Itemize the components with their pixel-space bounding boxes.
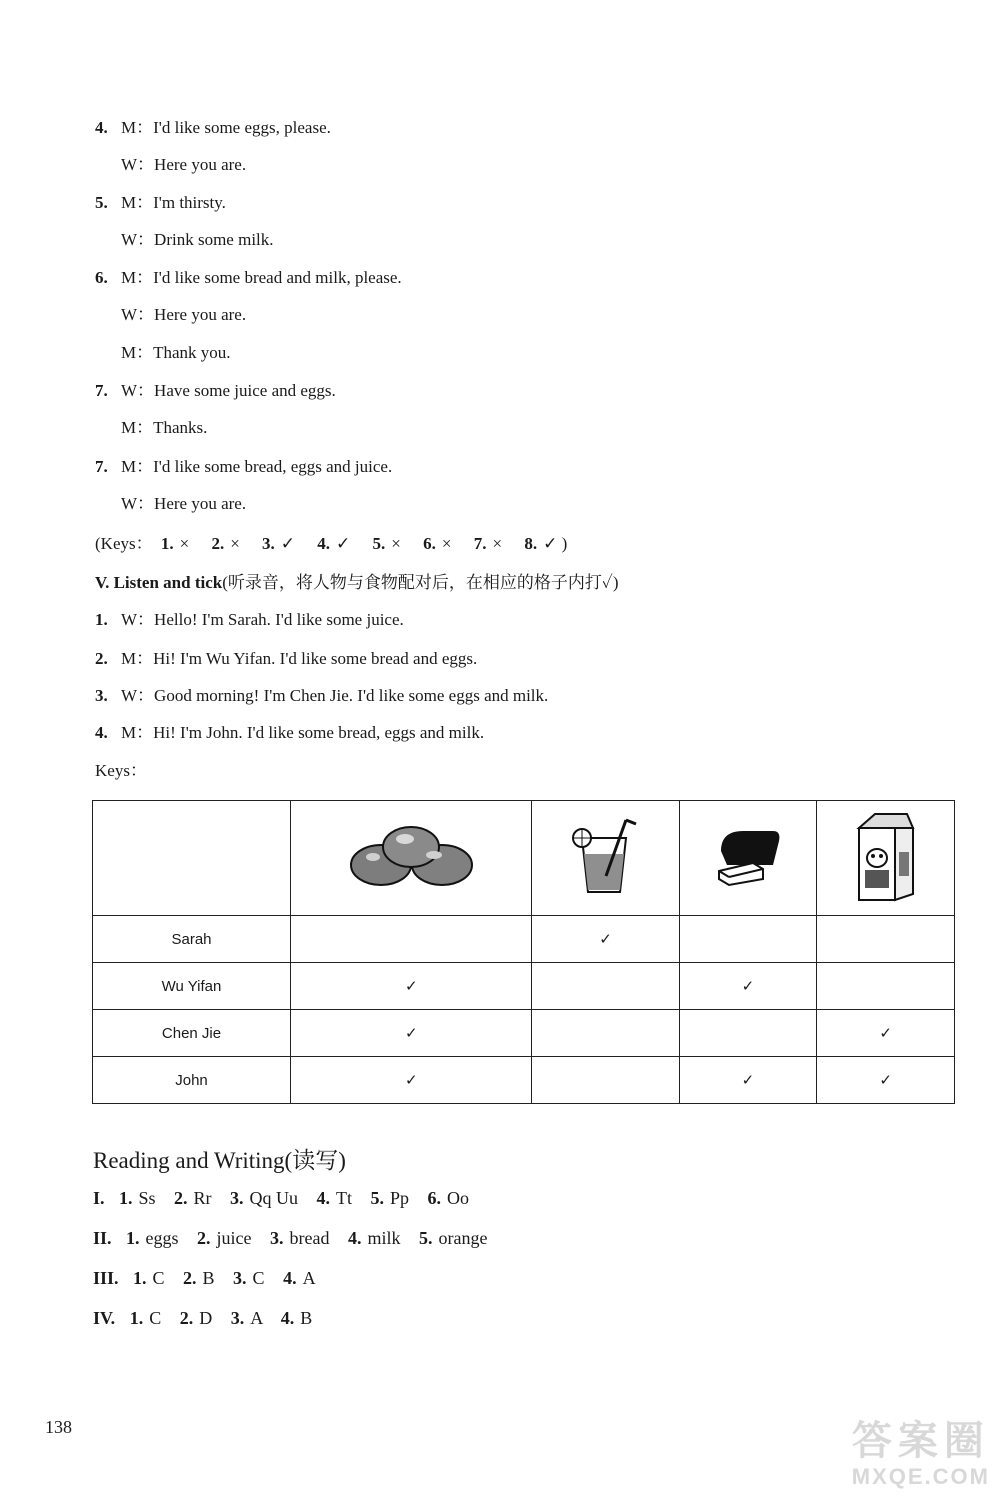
tick-cell: ✓: [291, 1057, 532, 1104]
tick-cell: [817, 963, 955, 1010]
table-header-row: [93, 801, 955, 916]
tick-cell: ✓: [679, 1057, 817, 1104]
tick-cell: ✓: [291, 1010, 532, 1057]
page-number: 138: [45, 1417, 72, 1437]
juice-icon: [568, 816, 643, 896]
eggs-header-cell: [291, 801, 532, 916]
dialogue-line: W：Here you are.: [121, 155, 247, 174]
section-v-heading: V. Listen and tick(听录音，将人物与食物配对后，在相应的格子内打✓): [95, 573, 619, 592]
answer-row-ii: II. 1. eggs 2. juice 3. bread 4. milk 5. orange: [93, 1228, 488, 1248]
dialogue-line: 6. M：I'd like some bread and milk, please.: [95, 268, 402, 287]
list-item: 4. M：Hi! I'm John. I'd like some bread, eggs and milk.: [95, 723, 485, 742]
empty-header-cell: [93, 801, 291, 916]
tick-cell: ✓: [817, 1010, 955, 1057]
dialogue-line: 4. M：I'd like some eggs, please.: [95, 118, 331, 137]
row-name: Chen Jie: [93, 1010, 291, 1057]
keys-answer-line: (Keys： 1. × 2. × 3. ✓ 4. ✓ 5. × 6. × 7. × 8. ✓ ): [95, 534, 568, 553]
table-row: [93, 916, 955, 963]
juice-header-cell: [532, 801, 679, 916]
tick-cell: [679, 1010, 817, 1057]
answer-row-iv: IV. 1. C 2. D 3. A 4. B: [93, 1308, 313, 1328]
row-name: Sarah: [93, 916, 291, 963]
reading-writing-title: Reading and Writing(读写): [93, 1148, 346, 1173]
dialogue-line: 7. W：Have some juice and eggs.: [95, 381, 336, 400]
keys-label: Keys：: [95, 761, 147, 780]
list-item: 1. W：Hello! I'm Sarah. I'd like some juice.: [95, 610, 404, 629]
dialogue-line: M：Thanks.: [121, 418, 208, 437]
table-row: [93, 1057, 955, 1104]
tick-cell: ✓: [532, 916, 679, 963]
watermark-url: MXQE.COM: [851, 1464, 990, 1489]
tick-cell: ✓: [291, 963, 532, 1010]
dialogue-line: W：Drink some milk.: [121, 230, 274, 249]
table-row: [93, 1010, 955, 1057]
row-name: John: [93, 1057, 291, 1104]
tick-cell: [532, 963, 679, 1010]
dialogue-line: 7. M：I'd like some bread, eggs and juice.: [95, 457, 393, 476]
list-item: 2. M：Hi! I'm Wu Yifan. I'd like some bread and eggs.: [95, 649, 478, 668]
watermark-logo: [852, 1418, 990, 1490]
dialogue-line: W：Here you are.: [121, 494, 247, 513]
table-row: [93, 963, 955, 1010]
tick-cell: [532, 1010, 679, 1057]
tick-cell: [291, 916, 532, 963]
tick-cell: [532, 1057, 679, 1104]
tick-cell: [817, 916, 955, 963]
dialogue-line: M：Thank you.: [121, 343, 231, 362]
milk-icon: [851, 808, 921, 904]
watermark-text: 答案圈: [851, 1419, 990, 1463]
list-item: 3. W：Good morning! I'm Chen Jie. I'd like some eggs and milk.: [95, 686, 549, 705]
answer-row-i: I. 1. Ss 2. Rr 3. Qq Uu 4. Tt 5. Pp 6. Oo: [93, 1188, 470, 1208]
tick-cell: ✓: [817, 1057, 955, 1104]
bread-icon: [713, 821, 783, 891]
dialogue-line: W：Here you are.: [121, 305, 247, 324]
dialogue-line: 5. M：I'm thirsty.: [95, 193, 226, 212]
answer-table: [92, 800, 955, 1104]
tick-cell: [679, 916, 817, 963]
answer-row-iii: III. 1. C 2. B 3. C 4. A: [93, 1268, 316, 1288]
row-name: Wu Yifan: [93, 963, 291, 1010]
bread-header-cell: [679, 801, 817, 916]
eggs-icon: [349, 821, 474, 891]
milk-header-cell: [817, 801, 955, 916]
tick-cell: ✓: [679, 963, 817, 1010]
